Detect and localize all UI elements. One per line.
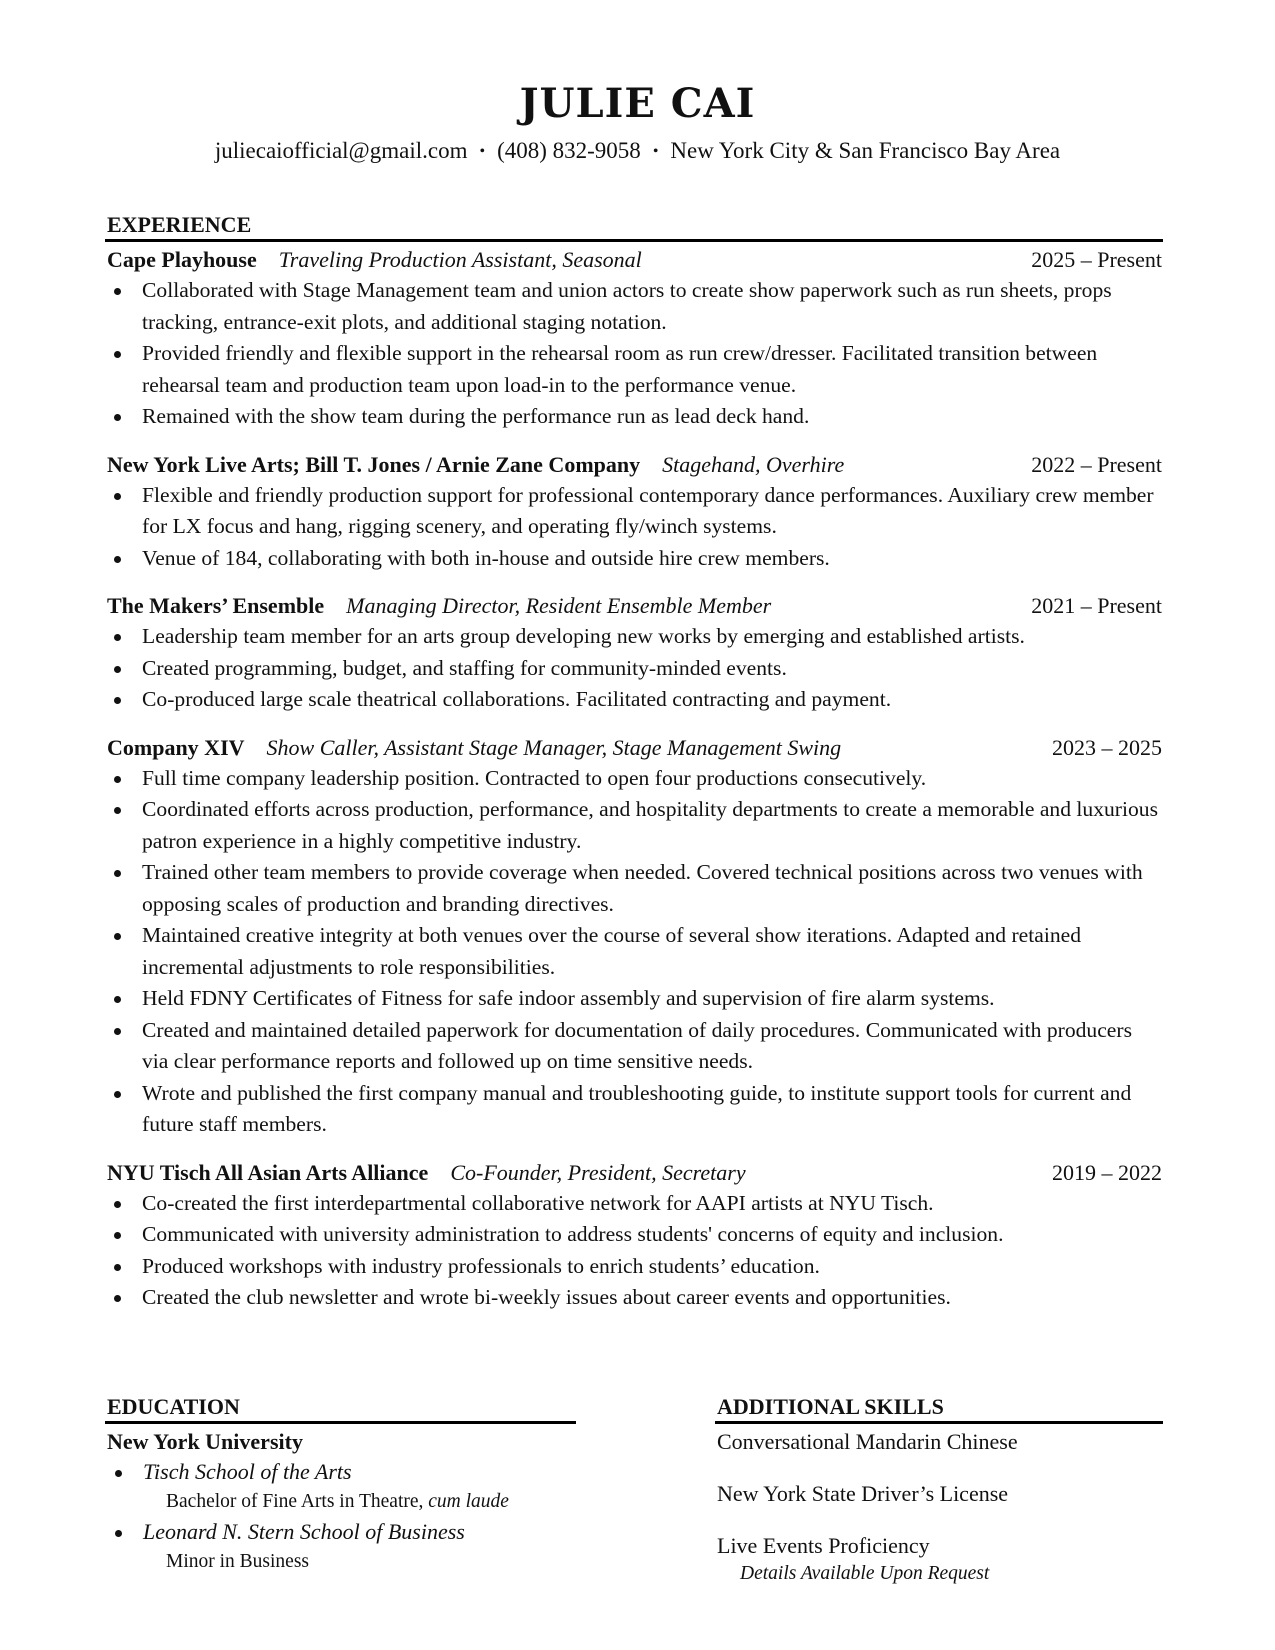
bullet-item: Created programming, budget, and staffing for community-minded events. <box>107 653 1162 685</box>
honor-text: cum laude <box>428 1491 509 1512</box>
degree-text: Bachelor of Fine Arts in Theatre, <box>166 1491 424 1512</box>
company-name: NYU Tisch All Asian Arts Alliance <box>107 1159 429 1185</box>
bullet-item: Collaborated with Stage Management team and union actors to create show paperwork such as run sheets, props tracking, entrance-exit plots, and additional staging notation. <box>107 275 1162 338</box>
skill-detail: Details Available Upon Request <box>740 1563 990 1584</box>
job-bullets <box>107 480 1162 575</box>
program-detail <box>107 1547 577 1577</box>
education-heading: EDUCATION <box>105 1394 576 1424</box>
job-header <box>107 245 1162 275</box>
contact-line <box>0 138 1275 164</box>
job-entry <box>107 450 1162 575</box>
school-name: New York University <box>107 1429 303 1454</box>
bullet-item: Co-produced large scale theatrical collaborations. Facilitated contracting and payment. <box>107 684 1162 716</box>
program-name: Tisch School of the Arts <box>107 1457 577 1487</box>
job-dates: 2019 – 2022 <box>1052 1159 1162 1185</box>
job-bullets <box>107 763 1162 1141</box>
education-section <box>107 1427 577 1577</box>
degree-text: Minor in Business <box>166 1551 310 1572</box>
job-bullets <box>107 1188 1162 1314</box>
separator: • <box>652 143 659 160</box>
bullet-item: Maintained creative integrity at both venues over the course of several show iterations. Adapted and retained incremental adjustments to role responsibilities. <box>107 920 1162 983</box>
skill-item: New York State Driver’s License <box>717 1481 1009 1506</box>
bullet-item: Trained other team members to provide coverage when needed. Covered technical positions across two venues with opposing scales of production and branding directives. <box>107 857 1162 920</box>
experience-heading: EXPERIENCE <box>105 212 1163 242</box>
bullet-item: Provided friendly and flexible support in the rehearsal room as run crew/dresser. Facilitated transition between rehearsal team and production team upon load-in to the performance venue. <box>107 338 1162 401</box>
bullet-item: Flexible and friendly production support for professional contemporary dance performances. Auxiliary crew member for LX focus and hang, rigging scenery, and operating fly/winch systems. <box>107 480 1162 543</box>
bullet-item: Leadership team member for an arts group developing new works by emerging and established artists. <box>107 621 1162 653</box>
job-header <box>107 450 1162 480</box>
bullet-item: Communicated with university administration to address students' concerns of equity and inclusion. <box>107 1219 1162 1251</box>
bullet-item: Venue of 184, collaborating with both in-house and outside hire crew members. <box>107 543 1162 575</box>
phone-number: (408) 832-9058 <box>497 138 641 163</box>
company-name: New York Live Arts; Bill T. Jones / Arnie Zane Company <box>107 451 641 477</box>
job-entry <box>107 1158 1162 1314</box>
email-link[interactable]: juliecaiofficial@gmail.com <box>214 138 468 163</box>
company-name: Company XIV <box>107 734 245 760</box>
job-entry <box>107 245 1162 433</box>
bullet-item: Co-created the first interdepartmental collaborative network for AAPI artists at NYU Tisch. <box>107 1188 1162 1220</box>
bullet-item: Full time company leadership position. Contracted to open four productions consecutively. <box>107 763 1162 795</box>
job-role: Managing Director, Resident Ensemble Member <box>346 593 772 618</box>
job-dates: 2023 – 2025 <box>1052 734 1162 760</box>
skills-heading: ADDITIONAL SKILLS <box>715 1394 1163 1424</box>
job-role: Traveling Production Assistant, Seasonal <box>278 247 642 272</box>
bullet-item: Wrote and published the first company manual and troubleshooting guide, to institute support tools for current and future staff members. <box>107 1078 1162 1141</box>
separator: • <box>479 143 486 160</box>
job-role: Stagehand, Overhire <box>662 451 845 477</box>
bullet-item: Remained with the show team during the performance run as lead deck hand. <box>107 401 1162 433</box>
program-name: Leonard N. Stern School of Business <box>107 1517 577 1547</box>
job-header <box>107 733 1162 763</box>
job-dates: 2022 – Present <box>1031 451 1162 477</box>
job-dates: 2021 – Present <box>1031 593 1162 618</box>
bullet-item: Held FDNY Certificates of Fitness for safe indoor assembly and supervision of fire alarm systems. <box>107 983 1162 1015</box>
job-bullets <box>107 621 1162 716</box>
resume-name: JULIE CAI <box>519 80 756 127</box>
job-role: Show Caller, Assistant Stage Manager, Stage Management Swing <box>266 734 842 760</box>
job-entry <box>107 733 1162 1141</box>
job-bullets <box>107 275 1162 433</box>
company-name: Cape Playhouse <box>107 247 257 272</box>
bullet-item: Created the club newsletter and wrote bi-weekly issues about career events and opportunities. <box>107 1282 1162 1314</box>
skills-section <box>717 1427 1163 1587</box>
bullet-item: Created and maintained detailed paperwork for documentation of daily procedures. Communicated with producers via clear performance reports and followed up on time sensitive needs. <box>107 1015 1162 1078</box>
job-role: Co-Founder, President, Secretary <box>450 1159 746 1185</box>
location: New York City & San Francisco Bay Area <box>670 138 1061 163</box>
job-header <box>107 591 1162 621</box>
program-detail <box>107 1487 577 1517</box>
job-dates: 2025 – Present <box>1031 247 1162 272</box>
job-entry <box>107 591 1162 716</box>
bullet-item: Coordinated efforts across production, performance, and hospitality departments to create a memorable and luxurious patron experience in a highly competitive industry. <box>107 794 1162 857</box>
company-name: The Makers’ Ensemble <box>107 593 325 618</box>
skill-item: Live Events Proficiency <box>717 1533 930 1558</box>
bullet-item: Produced workshops with industry professionals to enrich students’ education. <box>107 1251 1162 1283</box>
experience-section <box>107 245 1162 1331</box>
job-header <box>107 1158 1162 1188</box>
skill-item: Conversational Mandarin Chinese <box>717 1429 1018 1454</box>
